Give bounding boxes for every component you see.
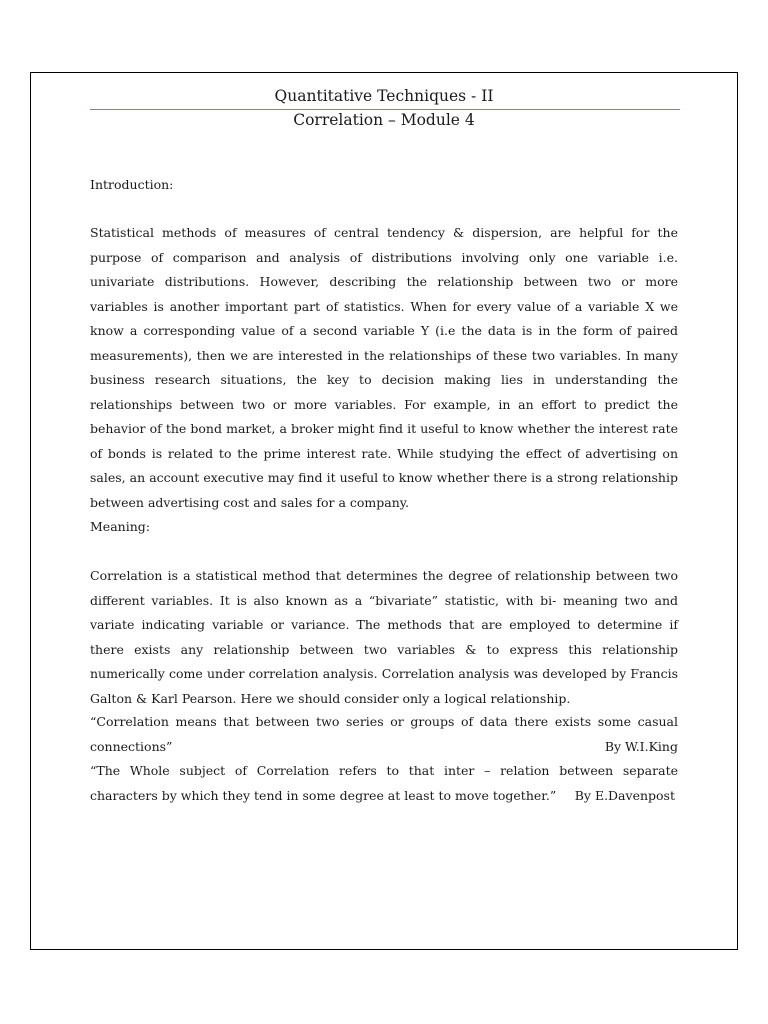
introduction-paragraph: Statistical methods of measures of central tendency & dispersion, are helpful for the purpose of comparison and analysis of distributions involving only one variable i.e. univariate distributions. However, describing the relationship between two or more variables is another important part of statistics. When for every value of a variable X we know a corresponding value of a second variable Y (i.e the data is in the form of paired measurements), then we are interested in the relationships of these two variables. In many business research situations, the key to decision making lies in understanding the relationships between two or more variables. For example, in an effort to predict the behavior of the bond market, a broker might find it useful to know whether the interest rate of bonds is related to the prime interest rate. While studying the effect of advertising on sales, an account executive may find it useful to know whether there is a strong relationship between advertising cost and sales for a company. (90, 225, 678, 510)
quote-king (90, 710, 678, 759)
introduction-heading: Introduction: (90, 177, 174, 192)
document-title: Quantitative Techniques - II (274, 87, 494, 105)
quote-davenpost-author: By E.Davenpost (574, 787, 675, 803)
quote-davenpost-text: “The Whole subject of Correlation refers to that inter – relation between separate characters by which they tend in some degree at least to move together.” (90, 763, 678, 803)
meaning-paragraph: Correlation is a statistical method that determines the degree of relationship between two different variables. It is also known as a “bivariate” statistic, with bi- meaning two and variate indicating variable or variance. The methods that are employed to determine if there exists any relationship between two variables & to express this relationship numerically come under correlation analysis. Correlation analysis was developed by Francis Galton & Karl Pearson. Here we should consider only a logical relationship. (90, 568, 678, 706)
quote-king-text: “Correlation means that between two series or groups of data there exists some casual connections” (90, 714, 678, 754)
quote-king-author: By W.I.King (604, 738, 678, 754)
quote-davenpost (90, 759, 678, 808)
meaning-heading: Meaning: (90, 519, 150, 534)
title-divider (90, 109, 680, 110)
document-subtitle: Correlation – Module 4 (293, 111, 475, 129)
